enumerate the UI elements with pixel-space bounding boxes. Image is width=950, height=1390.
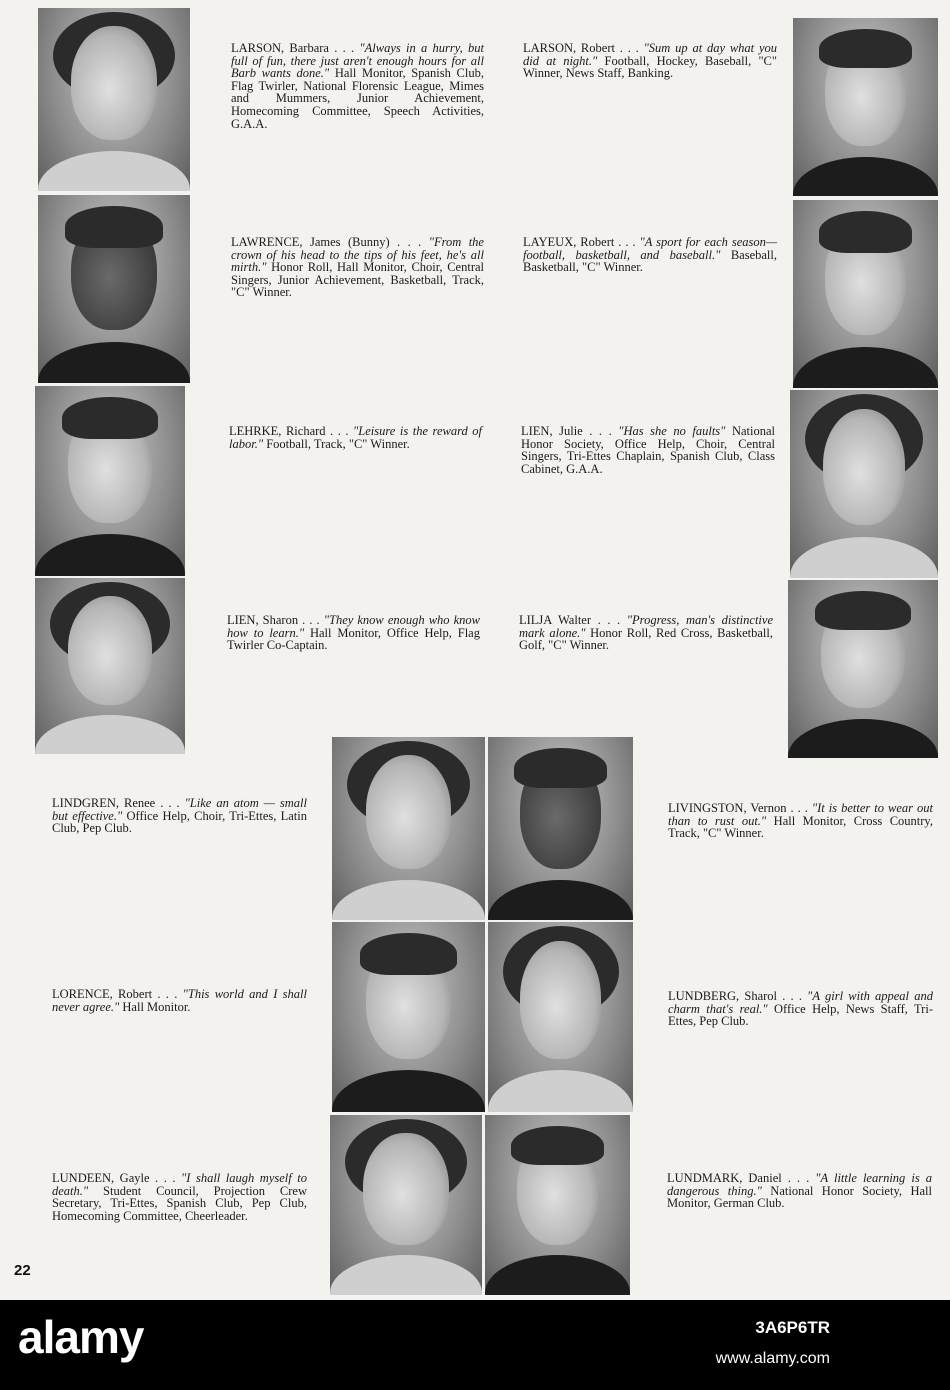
- student-activities: Football, Hockey, Baseball, "C" Winner, News Staff, Banking.: [523, 53, 777, 81]
- student-activities: Honor Roll, Hall Monitor, Choir, Central Singers, Junior Achievement, Basketball, Track, "C" Winner.: [231, 260, 484, 300]
- entry-larson-barbara: [231, 42, 484, 130]
- entry-lien-sharon: [227, 614, 480, 652]
- student-name: LIVINGSTON, Vernon . . .: [668, 801, 812, 815]
- portrait-lundeen-gayle: [330, 1115, 482, 1295]
- entry-lundberg-sharol: [668, 990, 933, 1028]
- portrait-lindgren-renee: [332, 737, 485, 920]
- entry-lundmark-daniel: [667, 1172, 932, 1210]
- student-quote: "Progress, man's distinctive mark alone.": [519, 613, 773, 640]
- student-name: LIEN, Sharon . . .: [227, 613, 324, 627]
- student-quote: "Always in a hurry, but full of fun, there just aren't enough hours for all Barb wants done.": [231, 41, 484, 81]
- student-quote: "Leisure is the reward of labor.": [229, 424, 482, 451]
- page-number: 22: [14, 1262, 31, 1279]
- portrait-lien-julie: [790, 390, 938, 578]
- portrait-larson-barbara: [38, 8, 190, 191]
- student-activities: Hall Monitor, Office Help, Flag Twirler Co-Captain.: [227, 625, 480, 653]
- entry-lilja-walter: [519, 614, 773, 652]
- watermark-image-id: 3A6P6TR: [755, 1318, 830, 1337]
- student-quote: "It is better to wear out than to rust out.": [668, 801, 933, 828]
- watermark-logo: alamy: [18, 1311, 144, 1363]
- student-name: LEHRKE, Richard . . .: [229, 424, 354, 438]
- student-name: LAWRENCE, James (Bunny) . . .: [231, 235, 429, 249]
- student-name: LORENCE, Robert . . .: [52, 987, 183, 1001]
- student-quote: "From the crown of his head to the tips of his feet, he's all mirth.": [231, 235, 484, 275]
- student-quote: "They know enough who know how to learn.": [227, 613, 480, 640]
- student-quote: "A sport for each season—football, basketball, and baseball.": [523, 235, 778, 262]
- student-name: LINDGREN, Renee . . .: [52, 796, 185, 810]
- portrait-lundmark-daniel: [485, 1115, 630, 1295]
- portrait-lien-sharon: [35, 578, 185, 754]
- student-name: LAYEUX, Robert . . .: [523, 235, 640, 249]
- portrait-larson-robert: [793, 18, 938, 196]
- entry-livingston-vernon: [668, 802, 933, 840]
- portrait-lundberg-sharol: [488, 922, 633, 1112]
- entry-lundeen-gayle: [52, 1172, 307, 1222]
- student-activities: Hall Monitor, Spanish Club, Flag Twirler, National Florensic League, Mimes and Mummers, Junior Achievement, Homecoming Committee, Speech Activities, G.A.A.: [231, 66, 484, 131]
- watermark-site: www.alamy.com: [715, 1350, 830, 1367]
- entry-larson-robert: [523, 42, 777, 80]
- student-quote: "A little learning is a dangerous thing.": [667, 1171, 932, 1198]
- entry-lorence-robert: [52, 988, 307, 1013]
- student-quote: "Sum up at day what you did at night.": [523, 41, 777, 68]
- student-activities: National Honor Society, Office Help, Choir, Central Singers, Tri-Ettes Chaplain, Spanish Club, Class Cabinet, G.A.A.: [521, 424, 775, 476]
- entry-lindgren-renee: [52, 797, 307, 835]
- student-name: LUNDEEN, Gayle . . .: [52, 1171, 182, 1185]
- student-quote: "A girl with appeal and charm that's real.": [668, 989, 933, 1016]
- student-activities: Student Council, Projection Crew Secretary, Tri-Ettes, Spanish Club, Pep Club, Homecoming Committee, Cheerleader.: [52, 1183, 307, 1223]
- student-activities: Hall Monitor.: [119, 999, 191, 1014]
- entry-layeux-robert: [523, 236, 777, 274]
- entry-lehrke-richard: [229, 425, 482, 450]
- portrait-layeux-robert: [793, 200, 938, 388]
- student-quote: "Like an atom — small but effective.": [52, 796, 307, 823]
- student-quote: "Has she no faults": [618, 424, 726, 438]
- student-activities: Football, Track, "C" Winner.: [263, 436, 410, 451]
- portrait-livingston-vernon: [488, 737, 633, 920]
- portrait-lorence-robert: [332, 922, 485, 1112]
- student-name: LUNDBERG, Sharol . . .: [668, 989, 808, 1003]
- entry-lien-julie: [521, 425, 775, 475]
- portrait-lilja-walter: [788, 580, 938, 758]
- portrait-lawrence-james: [38, 195, 190, 383]
- student-activities: Office Help, News Staff, Tri-Ettes, Pep Club.: [668, 1001, 933, 1029]
- student-activities: Honor Roll, Red Cross, Basketball, Golf, "C" Winner.: [519, 625, 773, 653]
- student-name: LUNDMARK, Daniel . . .: [667, 1171, 816, 1185]
- student-name: LARSON, Robert . . .: [523, 41, 644, 55]
- student-name: LILJA Walter . . .: [519, 613, 627, 627]
- student-activities: National Honor Society, Hall Monitor, German Club.: [667, 1183, 932, 1211]
- student-quote: "I shall laugh myself to death.": [52, 1171, 307, 1198]
- student-activities: Baseball, Basketball, "C" Winner.: [523, 247, 777, 275]
- entry-lawrence-james: [231, 236, 484, 299]
- student-activities: Hall Monitor, Cross Country, Track, "C" Winner.: [668, 813, 933, 841]
- portrait-lehrke-richard: [35, 386, 185, 576]
- student-quote: "This world and I shall never agree.": [52, 987, 307, 1014]
- student-name: LIEN, Julie . . .: [521, 424, 619, 438]
- student-activities: Office Help, Choir, Tri-Ettes, Latin Club, Pep Club.: [52, 808, 307, 836]
- student-name: LARSON, Barbara . . .: [231, 41, 360, 55]
